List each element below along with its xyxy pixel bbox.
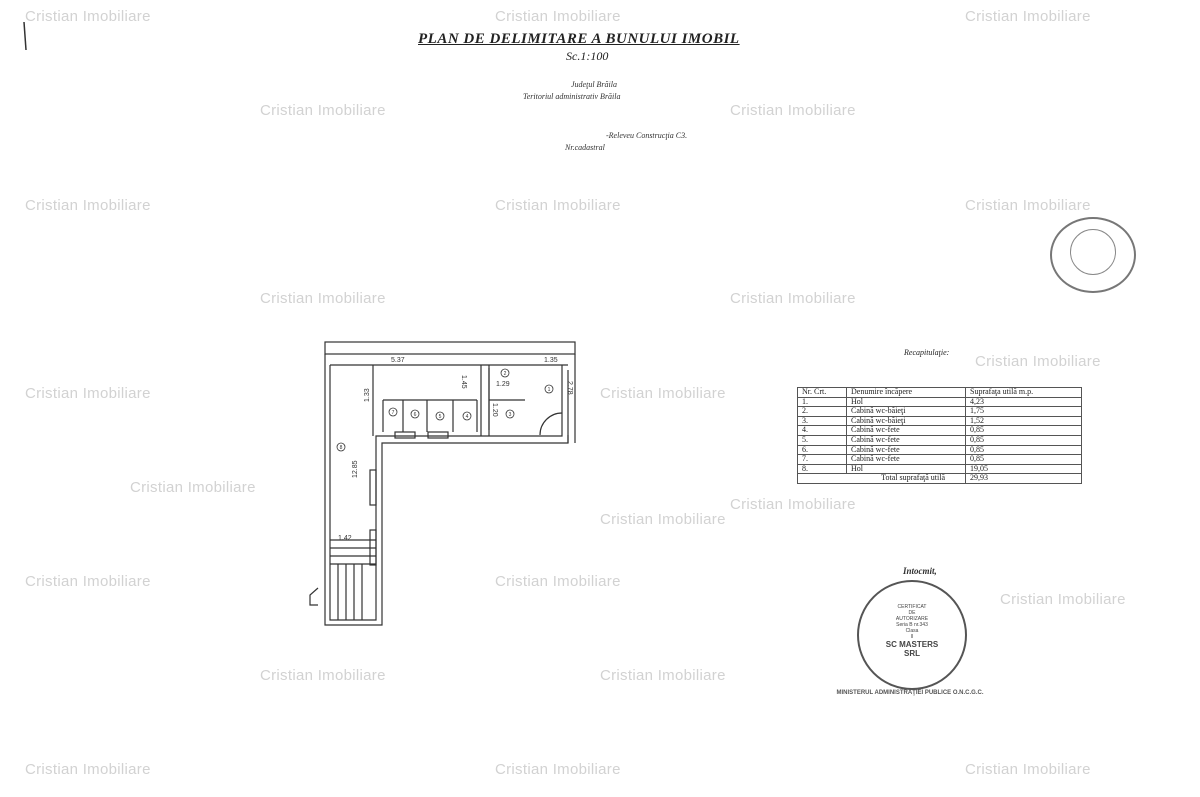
table-row: 5. Cabină wc-fete 0,85 — [798, 435, 1082, 445]
stamp-line: DE — [908, 610, 916, 616]
dimension-label: 12.85 — [352, 460, 359, 478]
watermark-text: Cristian Imobiliare — [25, 197, 151, 214]
watermark-text: Cristian Imobiliare — [975, 353, 1101, 370]
watermark-text: Cristian Imobiliare — [25, 385, 151, 402]
watermark-text: Cristian Imobiliare — [600, 385, 726, 402]
watermark-text: Cristian Imobiliare — [730, 496, 856, 513]
watermark-text: Cristian Imobiliare — [600, 511, 726, 528]
stamp-line: SC MASTERS — [885, 640, 939, 649]
table-row: 1. Hol 4,23 — [798, 397, 1082, 407]
watermark-text: Cristian Imobiliare — [730, 290, 856, 307]
recap-title: Recapitulaţie: — [904, 348, 950, 357]
table-header-row: Nr. Crt. Denumire încăpere Suprafaţa utilă m.p. — [798, 388, 1082, 398]
room-number: 5 — [438, 414, 442, 420]
watermark-text: Cristian Imobiliare — [260, 290, 386, 307]
room-number: 3 — [508, 412, 512, 418]
watermark-text: Cristian Imobiliare — [600, 667, 726, 684]
area-table — [797, 387, 1082, 484]
stamp-ring-text: MINISTERUL ADMINISTRAŢIEI PUBLICE O.N.C.G.C. — [836, 690, 984, 696]
table-row: 8. Hol 19,05 — [798, 464, 1082, 474]
cadastral-label: Nr.cadastral — [565, 143, 605, 152]
survey-label: -Releveu Construcţia C3. — [606, 131, 688, 140]
table-row: 2. Cabină wc-bãieţi 1,75 — [798, 407, 1082, 417]
room-number: 2 — [503, 371, 507, 377]
watermark-text: Cristian Imobiliare — [495, 197, 621, 214]
dimension-label: 1.20 — [491, 403, 498, 417]
dimension-label: 1.45 — [460, 375, 467, 389]
table-total-row: Total suprafaţă utilă 29,93 — [798, 474, 1082, 484]
watermark-text: Cristian Imobiliare — [1000, 591, 1126, 608]
signature-label: Intocmit, — [903, 566, 937, 576]
room-number: 1 — [547, 387, 551, 393]
watermark-text: Cristian Imobiliare — [130, 479, 256, 496]
dimension-label: 1.29 — [496, 381, 510, 388]
authorization-stamp — [857, 580, 967, 690]
dimension-label: 1.33 — [364, 388, 371, 402]
territory-label: Teritoriul administrativ Brăila — [523, 92, 621, 101]
watermark-text: Cristian Imobiliare — [495, 761, 621, 778]
dimension-label: 1.35 — [544, 357, 558, 364]
watermark-text: Cristian Imobiliare — [260, 102, 386, 119]
watermark-text: Cristian Imobiliare — [260, 667, 386, 684]
stamp-line: CERTIFICAT — [897, 604, 927, 610]
stamp-line: AUTORIZARE — [895, 616, 929, 622]
room-number: 4 — [465, 414, 469, 420]
watermark-text: Cristian Imobiliare — [25, 573, 151, 590]
room-number: 7 — [391, 410, 395, 416]
dimension-label: 1.42 — [338, 535, 352, 542]
watermark-text: Cristian Imobiliare — [965, 8, 1091, 25]
room-number: 8 — [339, 445, 343, 451]
round-stamp-small — [1050, 217, 1136, 293]
stamp-line: SRL — [904, 649, 920, 658]
room-number: 6 — [413, 412, 417, 418]
watermark-text: Cristian Imobiliare — [25, 761, 151, 778]
watermark-text: Cristian Imobiliare — [25, 8, 151, 25]
table-row: 4. Cabină wc-fete 0,85 — [798, 426, 1082, 436]
document-title: PLAN DE DELIMITARE A BUNULUI IMOBIL — [418, 31, 740, 47]
dimension-label: 5.37 — [391, 357, 405, 364]
watermark-text: Cristian Imobiliare — [495, 8, 621, 25]
table-row: 7. Cabină wc-fete 0,85 — [798, 455, 1082, 465]
stamp-line: II — [910, 634, 914, 640]
county-label: Judeţul Brăila — [571, 80, 617, 89]
table-row: 3. Cabină wc-bãieţi 1,52 — [798, 416, 1082, 426]
watermark-text: Cristian Imobiliare — [495, 573, 621, 590]
stamp-line: Clasa — [905, 628, 919, 634]
scale-label: Sc.1:100 — [566, 49, 609, 63]
dimension-label: 2.78 — [566, 381, 573, 395]
watermark-text: Cristian Imobiliare — [965, 761, 1091, 778]
stamp-line: Seria B nr.343 — [896, 622, 928, 628]
watermark-text: Cristian Imobiliare — [730, 102, 856, 119]
watermark-text: Cristian Imobiliare — [965, 197, 1091, 214]
table-row: 6. Cabină wc-fete 0,85 — [798, 445, 1082, 455]
